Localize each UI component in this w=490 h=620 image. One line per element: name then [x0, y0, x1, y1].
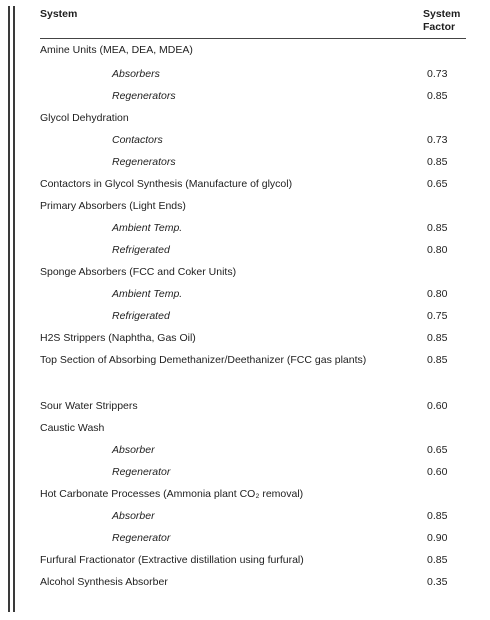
row-label: Sour Water Strippers — [40, 400, 138, 412]
row-label: Hot Carbonate Processes (Ammonia plant CO₂ removal) — [40, 488, 304, 500]
row-factor: 0.90 — [427, 532, 448, 544]
table-row — [40, 195, 466, 217]
table-row — [40, 63, 466, 85]
table-row — [40, 395, 466, 417]
row-factor: 0.35 — [427, 576, 448, 587]
row-label: Refrigerated — [112, 310, 170, 322]
table-row — [40, 261, 466, 283]
table-row — [40, 151, 466, 173]
margin-rule-right — [13, 6, 15, 612]
row-label: Refrigerated — [112, 244, 170, 256]
table-row — [40, 505, 466, 527]
header-factor-line2: Factor — [423, 21, 456, 33]
row-factor: 0.85 — [427, 156, 448, 168]
table-row — [40, 461, 466, 483]
table-row — [40, 85, 466, 107]
row-label: Absorber — [112, 510, 155, 522]
table-row — [40, 217, 466, 239]
row-factor: 0.73 — [427, 68, 448, 80]
table-row — [40, 549, 466, 571]
row-label: Amine Units (MEA, DEA, MDEA) — [40, 44, 193, 56]
row-label: Regenerators — [112, 90, 176, 102]
table-row — [40, 283, 466, 305]
row-factor: 0.85 — [427, 354, 448, 366]
row-label: Furfural Fractionator (Extractive distillation using furfural) — [40, 554, 304, 566]
row-factor: 0.60 — [427, 400, 448, 412]
row-label: Absorber — [112, 444, 155, 456]
row-label: Contactors in Glycol Synthesis (Manufacture of glycol) — [40, 178, 293, 190]
row-label: Sponge Absorbers (FCC and Coker Units) — [40, 266, 237, 278]
row-factor: 0.85 — [427, 510, 448, 522]
row-label: Alcohol Synthesis Absorber — [40, 576, 168, 587]
row-factor: 0.85 — [427, 554, 448, 566]
table-row — [40, 571, 466, 587]
table-row — [40, 129, 466, 151]
row-factor: 0.60 — [427, 466, 448, 478]
table-row — [40, 327, 466, 349]
table-row — [40, 349, 466, 395]
row-factor: 0.80 — [427, 244, 448, 256]
table-row — [40, 239, 466, 261]
row-factor: 0.65 — [427, 444, 448, 456]
row-label: Contactors — [112, 134, 163, 146]
row-label: Glycol Dehydration — [40, 112, 129, 124]
row-label: H2S Strippers (Naphtha, Gas Oil) — [40, 332, 196, 344]
header-factor-line1: System — [423, 8, 461, 20]
row-factor: 0.80 — [427, 288, 448, 300]
table-header — [40, 6, 466, 39]
table-row — [40, 483, 466, 505]
margin-rule-left — [8, 6, 10, 612]
row-label: Regenerator — [112, 532, 171, 544]
row-label: Ambient Temp. — [112, 222, 183, 234]
row-factor: 0.75 — [427, 310, 448, 322]
row-label: Absorbers — [112, 68, 160, 80]
table-row — [40, 527, 466, 549]
row-factor: 0.73 — [427, 134, 448, 146]
row-label: Regenerators — [112, 156, 176, 168]
table-row — [40, 439, 466, 461]
row-label: Regenerator — [112, 466, 171, 478]
table-row — [40, 417, 466, 439]
row-label: Caustic Wash — [40, 422, 105, 434]
table-row — [40, 173, 466, 195]
row-label: Top Section of Absorbing Demethanizer/Deethanizer (FCC gas plants) — [40, 354, 367, 366]
row-label: Primary Absorbers (Light Ends) — [40, 200, 186, 212]
header-system-factor — [423, 8, 460, 34]
system-factor-table — [40, 6, 466, 587]
table-row — [40, 41, 466, 63]
row-factor: 0.85 — [427, 332, 448, 344]
row-factor: 0.85 — [427, 222, 448, 234]
table-row — [40, 107, 466, 129]
row-factor: 0.65 — [427, 178, 448, 190]
table-row — [40, 305, 466, 327]
row-factor: 0.85 — [427, 90, 448, 102]
row-label: Ambient Temp. — [112, 288, 183, 300]
table-body — [40, 41, 466, 587]
header-system: System — [40, 8, 78, 20]
